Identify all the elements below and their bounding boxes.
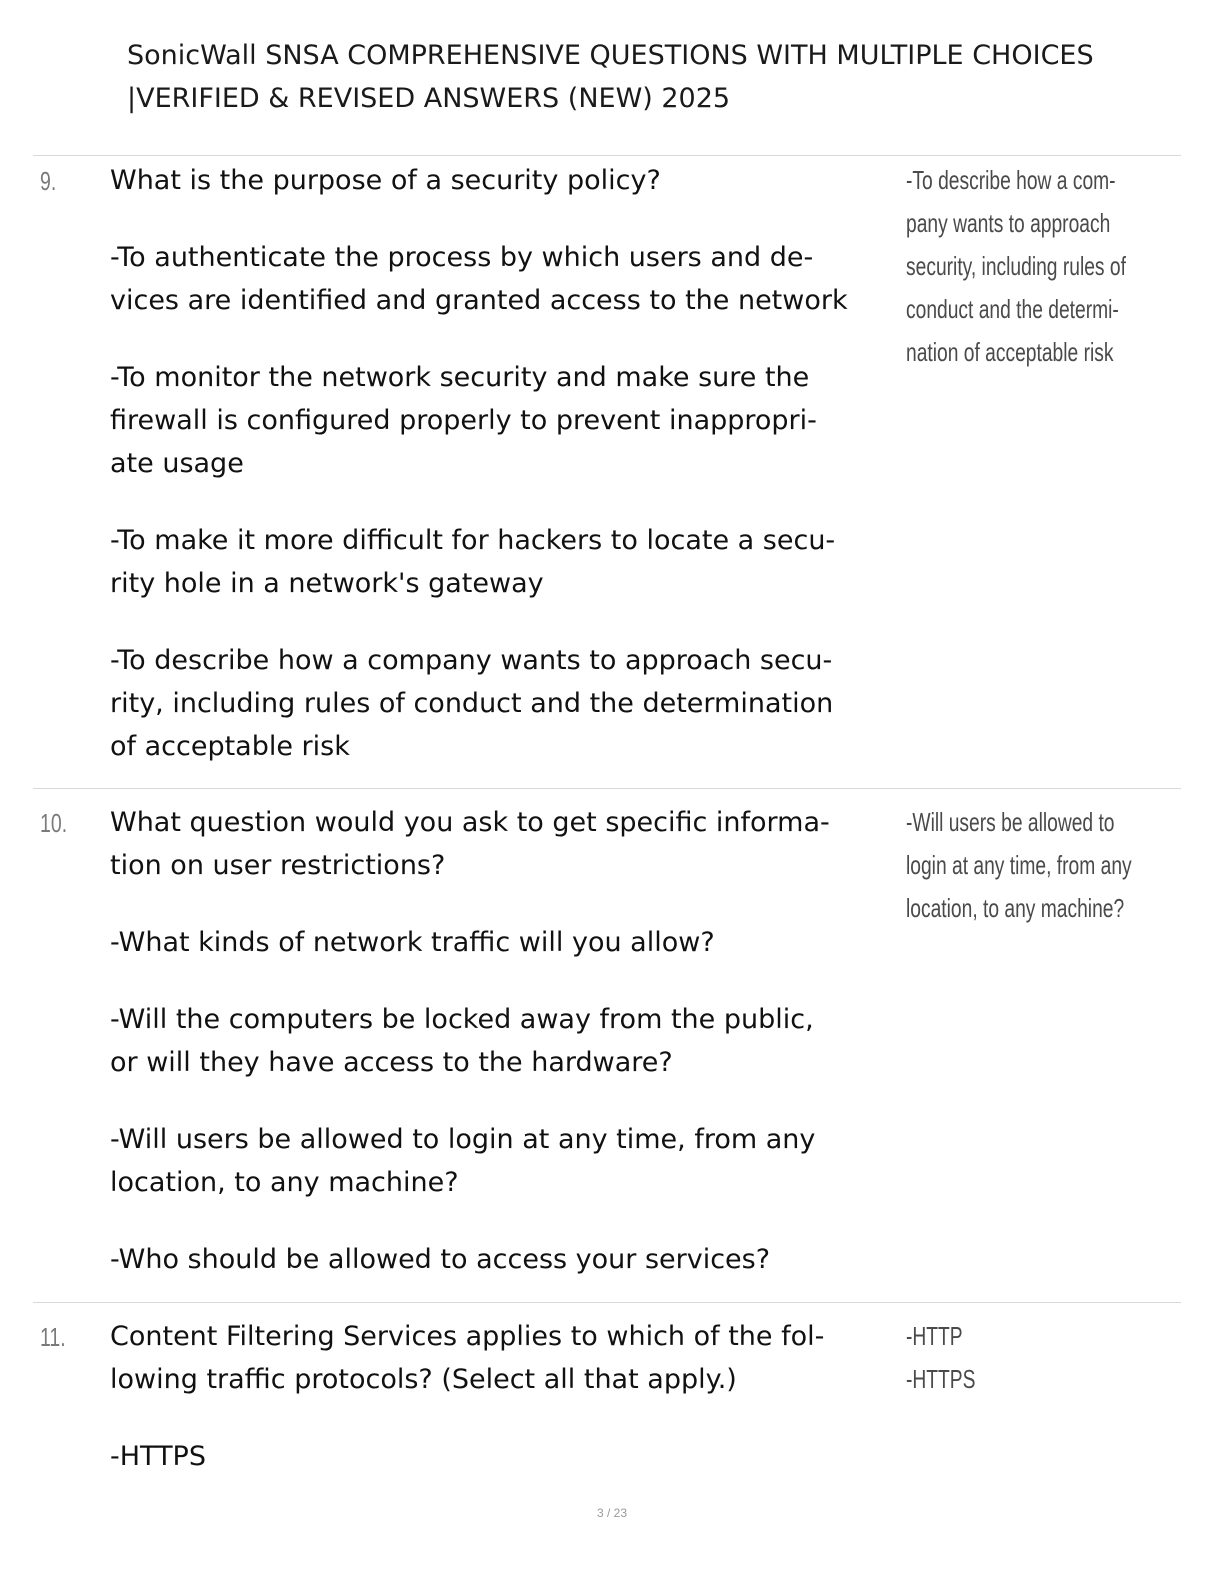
question-block-10: [110, 801, 900, 1281]
answer-block-10: [906, 801, 1206, 930]
question-block-11: [110, 1315, 900, 1478]
answer-block-11: [906, 1315, 1206, 1401]
option-line: rity hole in a network's gateway: [110, 568, 544, 599]
option-line: -To make it more difficult for hackers to locate a secu-: [110, 525, 836, 556]
option-line: or will they have access to the hardware?: [110, 1047, 673, 1078]
answer-line: -To describe how a com-: [906, 165, 1116, 195]
option-line: -To authenticate the process by which users and de-: [110, 242, 814, 273]
option-line: -What kinds of network traffic will you allow?: [110, 927, 715, 958]
question-number: 10.: [40, 808, 68, 838]
header-title-line-1: SonicWall SNSA COMPREHENSIVE QUESTIONS WITH MULTIPLE CHOICES: [127, 40, 1094, 71]
answer-line: location, to any machine?: [906, 893, 1125, 923]
question-divider: [33, 788, 1181, 789]
answer-line: security, including rules of: [906, 251, 1126, 281]
answer-block-9: [906, 159, 1206, 374]
option-line: location, to any machine?: [110, 1167, 459, 1198]
answer-line: pany wants to approach: [906, 208, 1111, 238]
option-line: vices are identified and granted access to the network: [110, 285, 848, 316]
answer-line: -HTTP: [906, 1321, 963, 1351]
question-text: What question would you ask to get specific informa-: [110, 807, 830, 838]
option-line: -Will users be allowed to login at any time, from any: [110, 1124, 816, 1155]
question-divider: [33, 155, 1181, 156]
question-block-9: [110, 159, 900, 768]
answer-line: conduct and the determi-: [906, 294, 1119, 324]
question-text: tion on user restrictions?: [110, 850, 446, 881]
option-line: -Who should be allowed to access your services?: [110, 1244, 771, 1275]
option-line: of acceptable risk: [110, 731, 350, 762]
option-line: -HTTPS: [110, 1441, 206, 1472]
option-line: -To describe how a company wants to approach secu-: [110, 645, 833, 676]
question-divider: [33, 1302, 1181, 1303]
question-number: 11.: [40, 1322, 66, 1352]
option-line: firewall is configured properly to prevent inappropri-: [110, 405, 817, 436]
option-line: ate usage: [110, 448, 244, 479]
page-indicator: 3 / 23: [596, 1506, 628, 1520]
question-number: 9.: [40, 166, 57, 196]
question-text: lowing traffic protocols? (Select all that apply.): [110, 1364, 737, 1395]
answer-line: login at any time, from any: [906, 850, 1132, 880]
answer-line: -Will users be allowed to: [906, 807, 1115, 837]
answer-line: nation of acceptable risk: [906, 337, 1114, 367]
answer-line: -HTTPS: [906, 1364, 976, 1394]
document-header: [127, 34, 1207, 120]
option-line: rity, including rules of conduct and the determination: [110, 688, 834, 719]
option-line: -Will the computers be locked away from the public,: [110, 1004, 814, 1035]
question-text: Content Filtering Services applies to which of the fol-: [110, 1321, 825, 1352]
question-text: What is the purpose of a security policy?: [110, 165, 661, 196]
header-title-line-2: |VERIFIED & REVISED ANSWERS (NEW) 2025: [127, 83, 731, 114]
option-line: -To monitor the network security and make sure the: [110, 362, 810, 393]
